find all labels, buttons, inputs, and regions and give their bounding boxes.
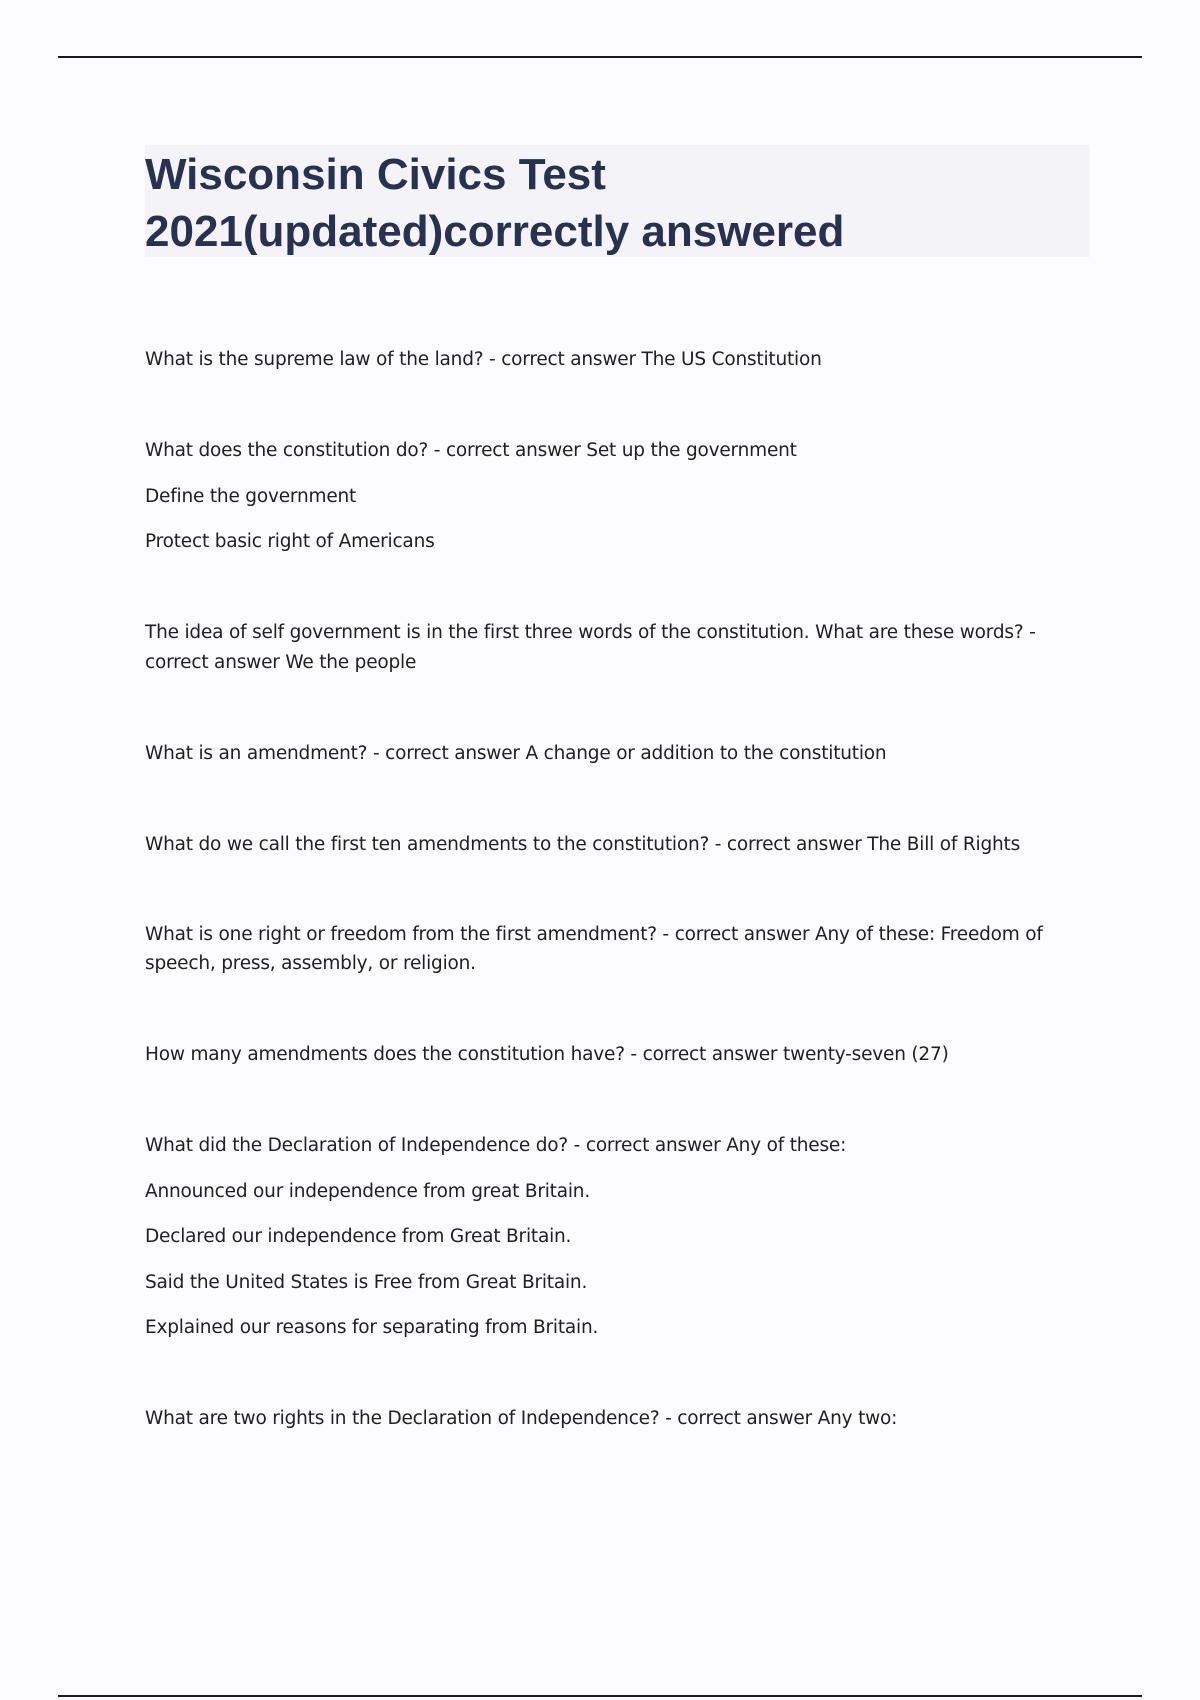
qa-line: What did the Declaration of Independence do? - correct answer Any of these: bbox=[145, 1135, 847, 1156]
qa-line: What is one right or freedom from the first amendment? - correct answer Any of these: Freedom of bbox=[145, 924, 1043, 945]
document-title-line-1: Wisconsin Civics Test bbox=[145, 150, 606, 199]
qa-line: speech, press, assembly, or religion. bbox=[145, 953, 476, 974]
bottom-rule bbox=[58, 1695, 1142, 1697]
qa-line: The idea of self government is in the first three words of the constitution. What are these words? - bbox=[145, 622, 1036, 643]
document-title-line-2: 2021(updated)correctly answered bbox=[145, 207, 845, 256]
qa-line: Protect basic right of Americans bbox=[145, 531, 435, 552]
qa-line: What is an amendment? - correct answer A change or addition to the constitution bbox=[145, 743, 887, 764]
qa-line: correct answer We the people bbox=[145, 652, 417, 673]
qa-line: Explained our reasons for separating from Britain. bbox=[145, 1317, 599, 1338]
qa-line: What does the constitution do? - correct answer Set up the government bbox=[145, 440, 797, 461]
qa-line: What are two rights in the Declaration of Independence? - correct answer Any two: bbox=[145, 1408, 898, 1429]
title-block bbox=[145, 145, 1090, 257]
qa-line: What is the supreme law of the land? - correct answer The US Constitution bbox=[145, 349, 822, 370]
top-rule bbox=[58, 56, 1142, 58]
qa-line: Announced our independence from great Britain. bbox=[145, 1181, 591, 1202]
qa-line: Said the United States is Free from Great Britain. bbox=[145, 1272, 588, 1293]
qa-line: Define the government bbox=[145, 486, 357, 507]
qa-line: Declared our independence from Great Britain. bbox=[145, 1226, 572, 1247]
qa-line: What do we call the first ten amendments to the constitution? - correct answer The Bill of Rights bbox=[145, 834, 1021, 855]
qa-line: How many amendments does the constitution have? - correct answer twenty-seven (27) bbox=[145, 1044, 949, 1065]
